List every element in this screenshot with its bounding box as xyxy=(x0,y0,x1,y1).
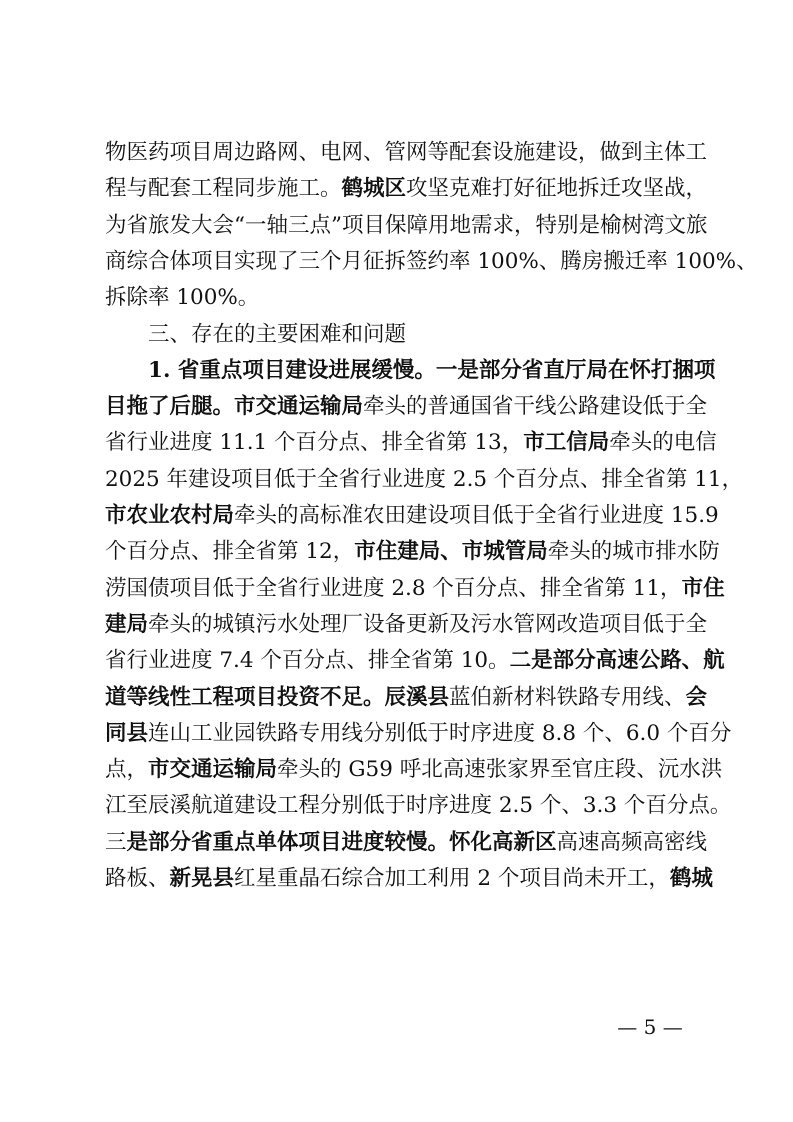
text-run: 拆除率 100%。 xyxy=(105,285,260,311)
text-run: 程与配套工程同步施工。 xyxy=(105,176,342,202)
text-line xyxy=(105,462,744,498)
bold-text-run: 市住 xyxy=(681,575,725,601)
bold-text-run: 二是部分高速公路、航 xyxy=(509,648,725,674)
text-run: 个百分点、排全省第 12， xyxy=(105,539,355,565)
bold-text-run: 1. 省重点项目建设进展缓慢。一是部分省直厅局在怀打捆项 xyxy=(148,357,716,383)
bold-text-run: 建局 xyxy=(105,611,149,637)
text-line xyxy=(105,643,725,679)
text-run: 省行业进度 11.1 个百分点、排全省第 13， xyxy=(105,430,524,456)
text-run: 三、存在的主要困难和问题 xyxy=(148,321,407,347)
text-run: 高速高频高密线 xyxy=(556,829,708,855)
text-line xyxy=(105,498,719,534)
bold-text-run: 是部分省重点单体项目进度较慢。怀化高新区 xyxy=(126,829,557,855)
text-run: 牵头的电信 xyxy=(609,430,717,456)
text-run: 三 xyxy=(105,829,127,855)
text-line xyxy=(105,244,758,280)
text-run: 攻坚克难打好征地拆迁攻坚战， xyxy=(406,176,708,202)
text-line xyxy=(105,280,705,316)
text-line xyxy=(105,534,720,570)
text-run: 红星重晶石综合加工利用 2 个项目尚未开工， xyxy=(234,866,670,891)
bold-text-run: 新晃县 xyxy=(169,866,235,891)
text-run: 牵头的城市排水防 xyxy=(547,539,720,565)
bold-text-run: 同县 xyxy=(105,720,149,746)
bold-text-run: 鹤城区 xyxy=(341,176,407,202)
text-run: 牵头的 G59 呼北高速张家界至官庄段、沅水洪 xyxy=(277,757,723,783)
text-run: 江至辰溪航道建设工程分别低于时序进度 2.5 个、3.3 个百分点。 xyxy=(105,793,732,819)
text-line xyxy=(105,788,732,824)
bold-text-run: 目拖了后腿。市交通运输局 xyxy=(105,394,364,420)
text-line xyxy=(105,607,708,643)
text-line xyxy=(105,425,717,461)
text-run: 2025 年建设项目低于全省行业进度 2.5 个百分点、排全省第 11， xyxy=(105,466,744,492)
bold-text-run: 市工信局 xyxy=(523,430,610,456)
text-line xyxy=(105,825,708,861)
text-run: 连山工业园铁路专用线分别低于时序进度 8.8 个、6.0 个百分 xyxy=(148,720,732,746)
text-line xyxy=(105,208,708,244)
text-line xyxy=(148,353,716,389)
text-run: 牵头的普通国省干线公路建设低于全 xyxy=(363,394,708,420)
text-run: 为省旅发大会“一轴三点”项目保障用地需求，特别是榆树湾文旅 xyxy=(105,212,708,238)
text-run: 省行业进度 7.4 个百分点、排全省第 10。 xyxy=(105,648,510,674)
text-line xyxy=(105,861,713,897)
bold-text-run: 市住建局、市城管局 xyxy=(354,539,548,565)
text-line xyxy=(105,680,708,716)
text-line xyxy=(105,135,708,171)
text-line xyxy=(105,171,708,207)
text-line xyxy=(105,716,732,752)
text-run: 牵头的城镇污水处理厂设备更新及污水管网改造项目低于全 xyxy=(148,611,708,637)
text-line xyxy=(105,389,708,425)
bold-text-run: 市交通运输局 xyxy=(148,757,278,783)
text-run: 牵头的高标准农田建设项目低于全省行业进度 15.9 xyxy=(234,503,719,528)
page-number: — 5 — xyxy=(617,1015,683,1039)
bold-text-run: 道等线性工程项目投资不足。辰溪县 xyxy=(105,684,450,710)
bold-text-run: 会 xyxy=(685,684,708,710)
bold-text-run: 鹤城 xyxy=(669,866,713,891)
text-run: 物医药项目周边路网、电网、管网等配套设施建设，做到主体工 xyxy=(105,140,708,165)
text-line xyxy=(105,571,725,607)
text-line xyxy=(148,317,705,353)
text-run: 蓝伯新材料铁路专用线、 xyxy=(449,684,686,710)
text-run: 点， xyxy=(105,757,149,783)
bold-text-run: 市农业农村局 xyxy=(105,503,235,528)
text-run: 路板、 xyxy=(105,866,170,891)
text-line xyxy=(105,752,723,788)
text-run: 涝国债项目低于全省行业进度 2.8 个百分点、排全省第 11， xyxy=(105,575,682,601)
text-run: 商综合体项目实现了三个月征拆签约率 100%、腾房搬迁率 100%、 xyxy=(105,248,758,274)
